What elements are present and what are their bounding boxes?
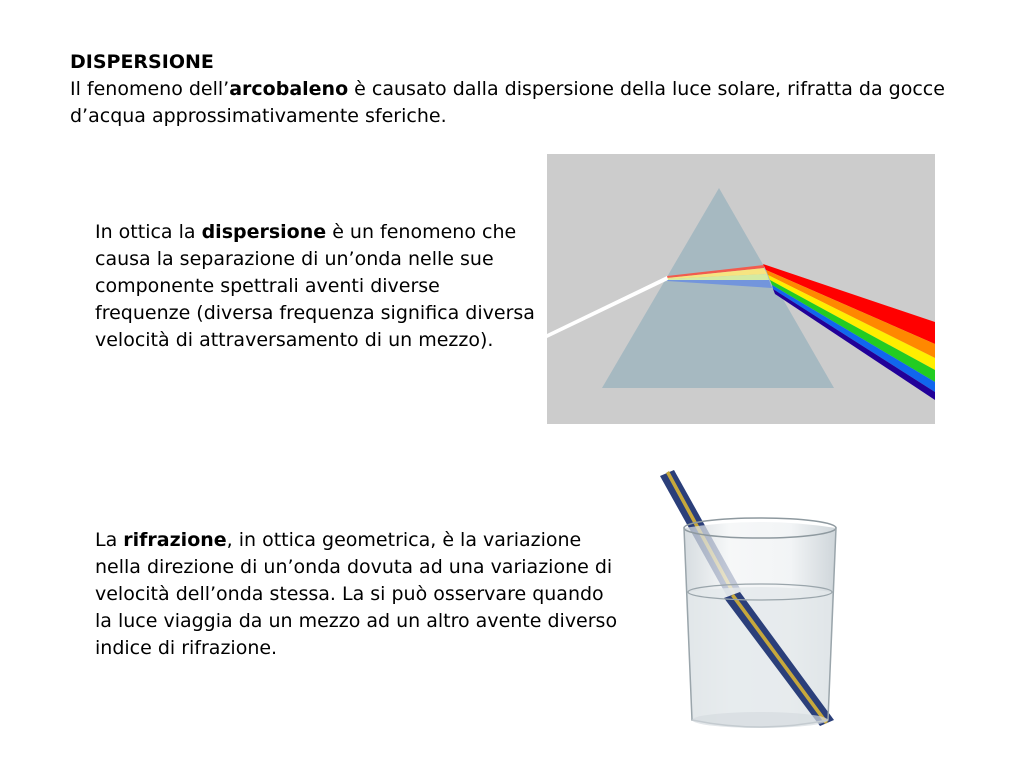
prism-dispersion-image [547, 154, 935, 424]
intro-bold-arcobaleno: arcobaleno [229, 78, 349, 100]
glass-base [692, 712, 828, 728]
dispersione-paragraph [95, 219, 535, 354]
header-text [70, 49, 970, 130]
rifrazione-text-2: , in ottica geometrica, è la variazione nella direzione di un’onda dovuta ad una variazione di velocità dell’onda stessa. La si può osservare quando la luce viaggia da un mezzo ad un altro avente diverso indice di rifrazione. [95, 529, 618, 659]
dispersione-bold: dispersione [201, 221, 327, 243]
intro-text-2: è causato dalla dispersione della luce solare, rifratta da gocce d’acqua approssimativamente sferiche. [70, 78, 945, 127]
page-title: DISPERSIONE [70, 51, 214, 73]
intro-paragraph [70, 76, 970, 130]
glass-refraction-image [650, 458, 850, 748]
rifrazione-bold: rifrazione [123, 529, 227, 551]
dispersione-text-1: In ottica la [95, 221, 202, 243]
dispersione-text-2: è un fenomeno che causa la separazione di un’onda nelle sue componente spettrali aventi diverse frequenze (diversa frequenza significa diversa velocità di attraversamento di un mezzo). [95, 221, 535, 351]
intro-text-1: Il fenomeno dell’ [70, 78, 230, 100]
rifrazione-text-1: La [95, 529, 124, 551]
rifrazione-paragraph [95, 527, 625, 662]
